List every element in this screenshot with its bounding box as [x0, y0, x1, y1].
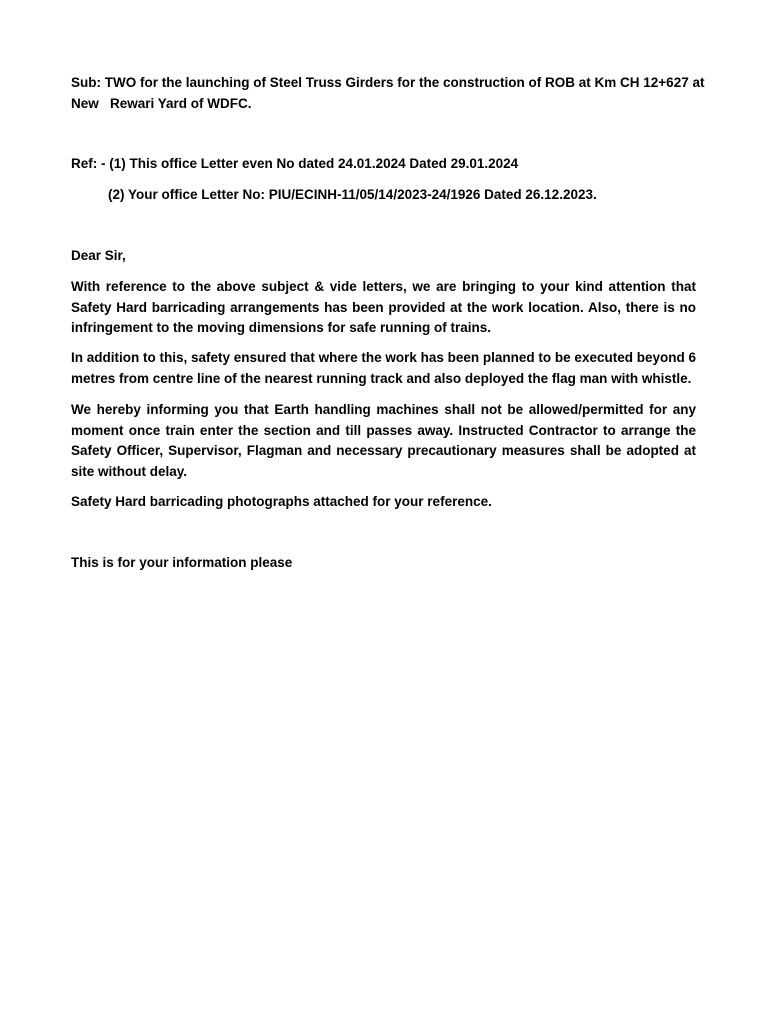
body-paragraph-2: In addition to this, safety ensured that where the work has been planned to be executed beyond 6 metres from centre line of the nearest running track and also deployed the flag man with whistle.: [71, 350, 696, 386]
subject-line-1: Sub: TWO for the launching of Steel Truss Girders for the construction of ROB at Km CH 12+627 at: [71, 75, 705, 90]
closing-line: This is for your information please: [71, 555, 293, 570]
subject: [71, 73, 705, 114]
body-paragraph-1: With reference to the above subject & vide letters, we are bringing to your kind attention that Safety Hard barricading arrangements has been provided at the work location. Also, there is no infringement to the moving dimensions for safe running of trains.: [71, 279, 696, 335]
body-paragraph-4: Safety Hard barricading photographs attached for your reference.: [71, 494, 492, 509]
reference-item-1: Ref: - (1) This office Letter even No dated 24.01.2024 Dated 29.01.2024: [71, 156, 519, 171]
body-paragraph-3: We hereby informing you that Earth handling machines shall not be allowed/permitted for any moment once train enter the section and till passes away. Instructed Contractor to arrange the Safety Officer, Supervisor, Flagman and necessary precautionary measures shall be adopted at site without delay.: [71, 402, 696, 479]
reference-item-2: (2) Your office Letter No: PIU/ECINH-11/05/14/2023-24/1926 Dated 26.12.2023.: [108, 187, 597, 202]
subject-line-2: New Rewari Yard of WDFC.: [71, 95, 252, 111]
salutation: Dear Sir,: [71, 248, 126, 263]
